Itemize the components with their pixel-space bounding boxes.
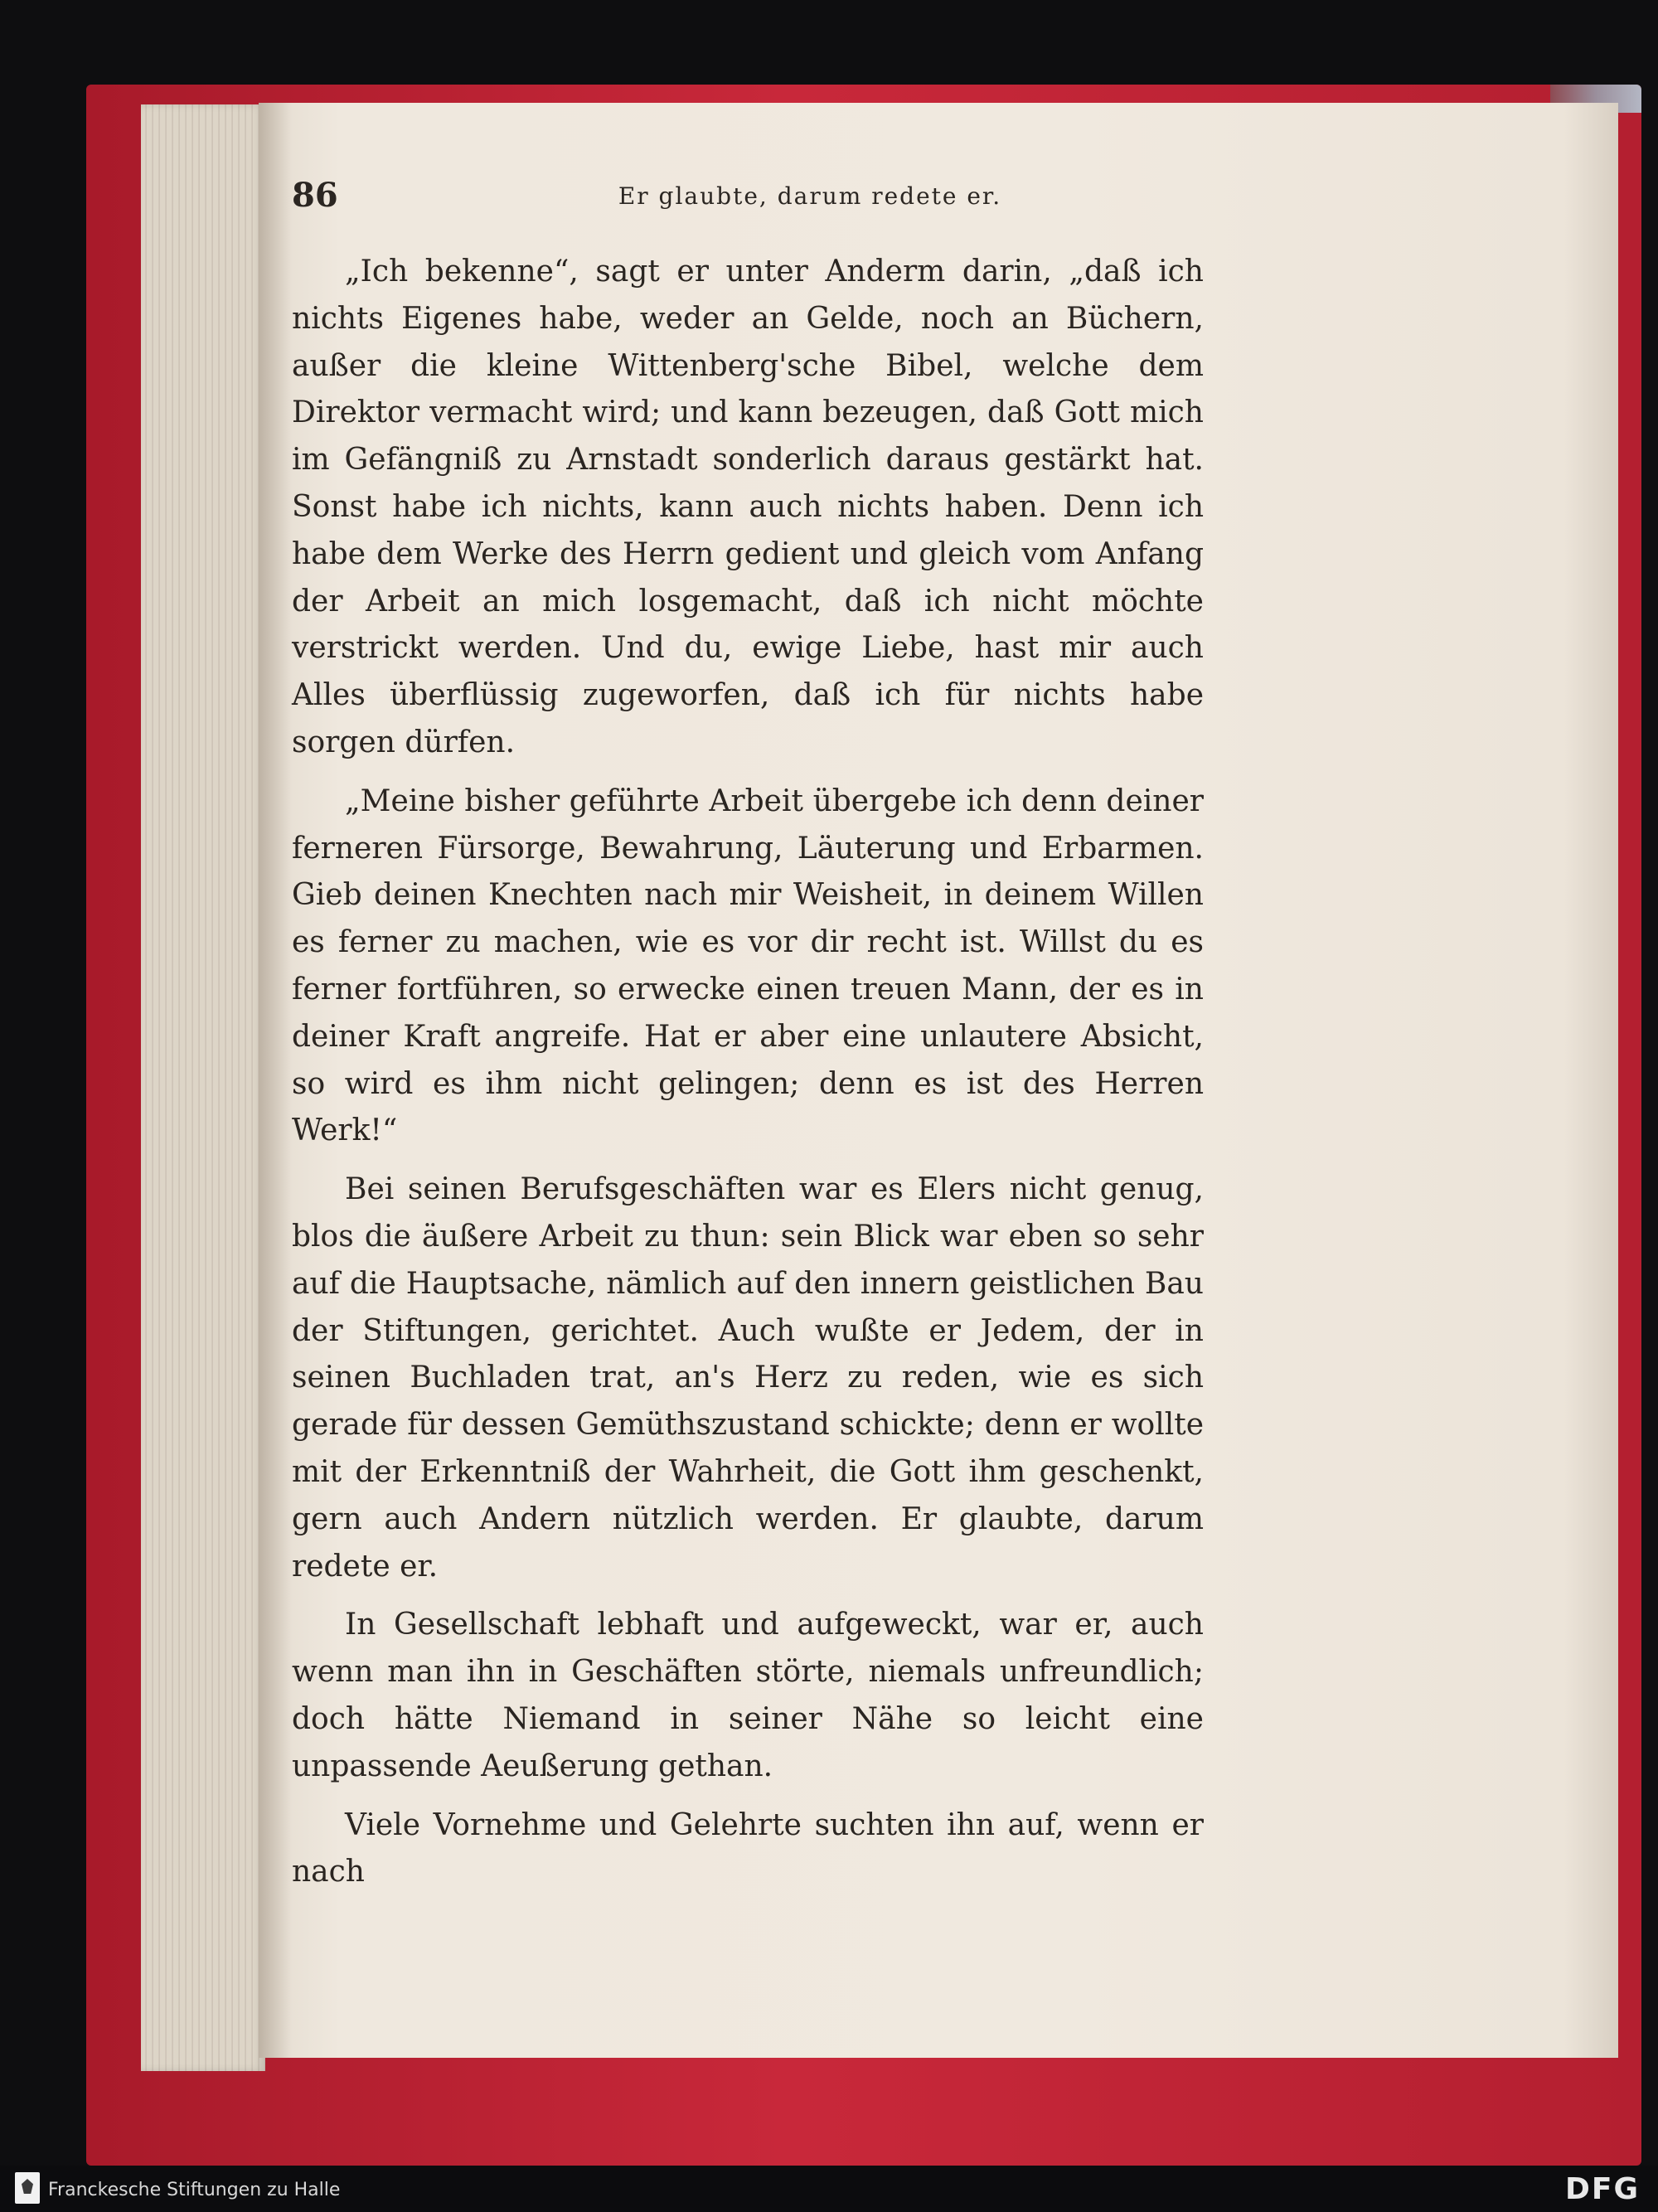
paragraph: „Meine bisher geführte Arbeit übergebe ich denn deiner ferneren Fürsorge, Bewahrung, Läuterung und Erbarmen. Gieb deinen Knechten nach mir Weisheit, in deinem Willen es ferner zu machen, wie es vor dir recht ist. Willst du es ferner fortführen, so erwecke einen treuen Mann, der es in deiner Kraft angreife. Hat er aber eine unlautere Absicht, so wird es ihm nicht gelingen; denn es ist des Herren Werk!“	[292, 783, 1204, 1148]
paragraph: Bei seinen Berufsgeschäften war es Elers nicht genug, blos die äußere Arbeit zu thun: sein Blick war eben so sehr auf die Hauptsache, nämlich auf den innern geistlichen Bau der Stiftungen, gerichtet. Auch wußte er Jedem, der in seinen Buchladen trat, an's Herz zu reden, wie es sich gerade für dessen Gemüthszustand schickte; denn er wollte mit der Erkenntniß der Wahrheit, die Gott ihm geschenkt, gern auch Andern nützlich werden. Er glaubte, darum redete er.	[292, 1172, 1204, 1584]
dfg-logo: DFG	[1564, 2172, 1640, 2206]
page-number: 86	[292, 176, 338, 215]
page-edges	[141, 104, 265, 2071]
gutter-shadow	[259, 103, 292, 2058]
paragraph: „Ich bekenne“, sagt er unter Anderm darin, „daß ich nichts Eigenes habe, weder an Gelde, noch an Büchern, außer die kleine Wittenberg'sche Bibel, welche dem Direktor vermacht wird; und kann bezeugen, daß Gott mich im Gefängniß zu Arnstadt sonderlich daraus gestärkt hat. Sonst habe ich nichts, kann auch nichts haben. Denn ich habe dem Werke des Herrn gedient und gleich vom Anfang der Arbeit an mich losgemacht, daß ich nicht möchte verstrickt werden. Und du, ewige Liebe, hast mir auch Alles überflüssig zugeworfen, daß ich für nichts habe sorgen dürfen.	[292, 255, 1204, 759]
paragraph: In Gesellschaft lebhaft und aufgeweckt, war er, auch wenn man ihn in Geschäften störte, niemals unfreundlich; doch hätte Niemand in seiner Nähe so leicht eine unpassende Aeußerung gethan.	[292, 1608, 1204, 1783]
paragraph: Viele Vornehme und Gelehrte suchten ihn auf, wenn er nach	[292, 1807, 1204, 1889]
running-title: Er glaubte, darum redete er.	[618, 182, 1002, 210]
institution-name: Franckesche Stiftungen zu Halle	[48, 2180, 341, 2200]
running-head	[292, 176, 1229, 226]
francke-foundation-crest-icon	[15, 2172, 40, 2204]
body-text	[292, 249, 1204, 1908]
